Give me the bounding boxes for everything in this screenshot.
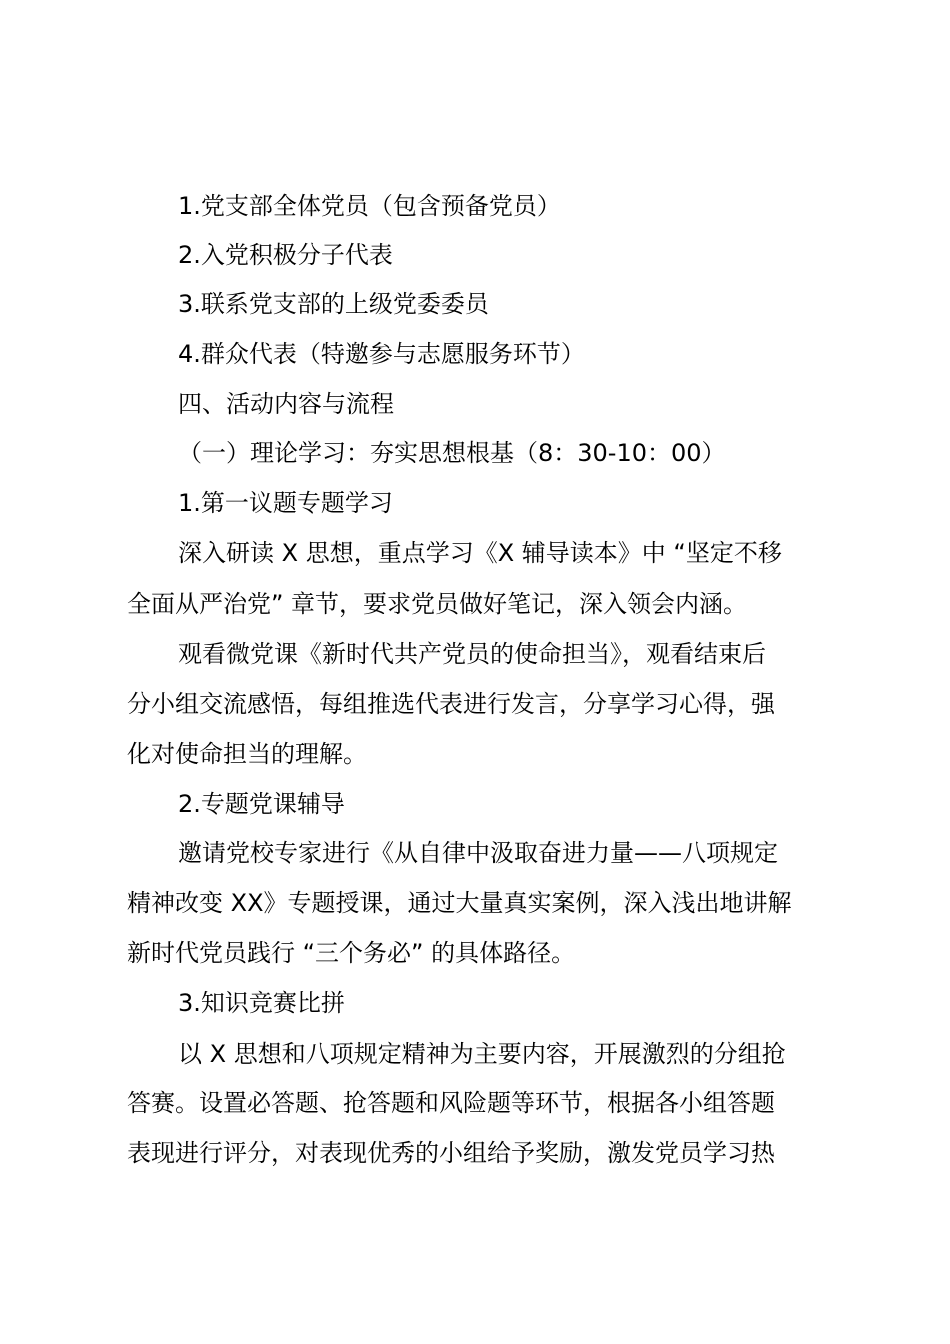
paragraph-1-line-2: 全面从严治党” 章节，要求党员做好笔记，深入领会内涵。	[127, 590, 748, 618]
paragraph-3-line-1: 邀请党校专家进行《从自律中汲取奋进力量——八项规定	[178, 839, 778, 867]
participant-item-1: 1.党支部全体党员（包含预备党员）	[178, 192, 561, 220]
item-heading-2: 2.专题党课辅导	[178, 790, 345, 818]
item-heading-1: 1.第一议题专题学习	[178, 489, 393, 517]
paragraph-2-line-3: 化对使命担当的理解。	[127, 740, 367, 768]
participant-item-3: 3.联系党支部的上级党委委员	[178, 290, 489, 318]
paragraph-1-line-1: 深入研读 X 思想，重点学习《X 辅导读本》中 “坚定不移	[178, 539, 782, 567]
paragraph-3-line-3: 新时代党员践行 “三个务必” 的具体路径。	[127, 939, 576, 967]
section-heading-4: 四、活动内容与流程	[178, 390, 394, 418]
paragraph-4-line-3: 表现进行评分，对表现优秀的小组给予奖励，激发党员学习热	[127, 1139, 775, 1167]
paragraph-3-line-2: 精神改变 XX》专题授课，通过大量真实案例，深入浅出地讲解	[127, 889, 792, 917]
paragraph-2-line-2: 分小组交流感悟，每组推选代表进行发言，分享学习心得，强	[127, 690, 775, 718]
paragraph-4-line-1: 以 X 思想和八项规定精神为主要内容，开展激烈的分组抢	[178, 1040, 786, 1068]
paragraph-2-line-1: 观看微党课《新时代共产党员的使命担当》，观看结束后	[178, 640, 766, 668]
participant-item-2: 2.入党积极分子代表	[178, 241, 393, 269]
paragraph-4-line-2: 答赛。设置必答题、抢答题和风险题等环节，根据各小组答题	[127, 1089, 775, 1117]
subsection-heading-1: （一）理论学习：夯实思想根基（8：30-10：00）	[178, 439, 726, 467]
participant-item-4: 4.群众代表（特邀参与志愿服务环节）	[178, 340, 585, 368]
item-heading-3: 3.知识竞赛比拼	[178, 989, 345, 1017]
